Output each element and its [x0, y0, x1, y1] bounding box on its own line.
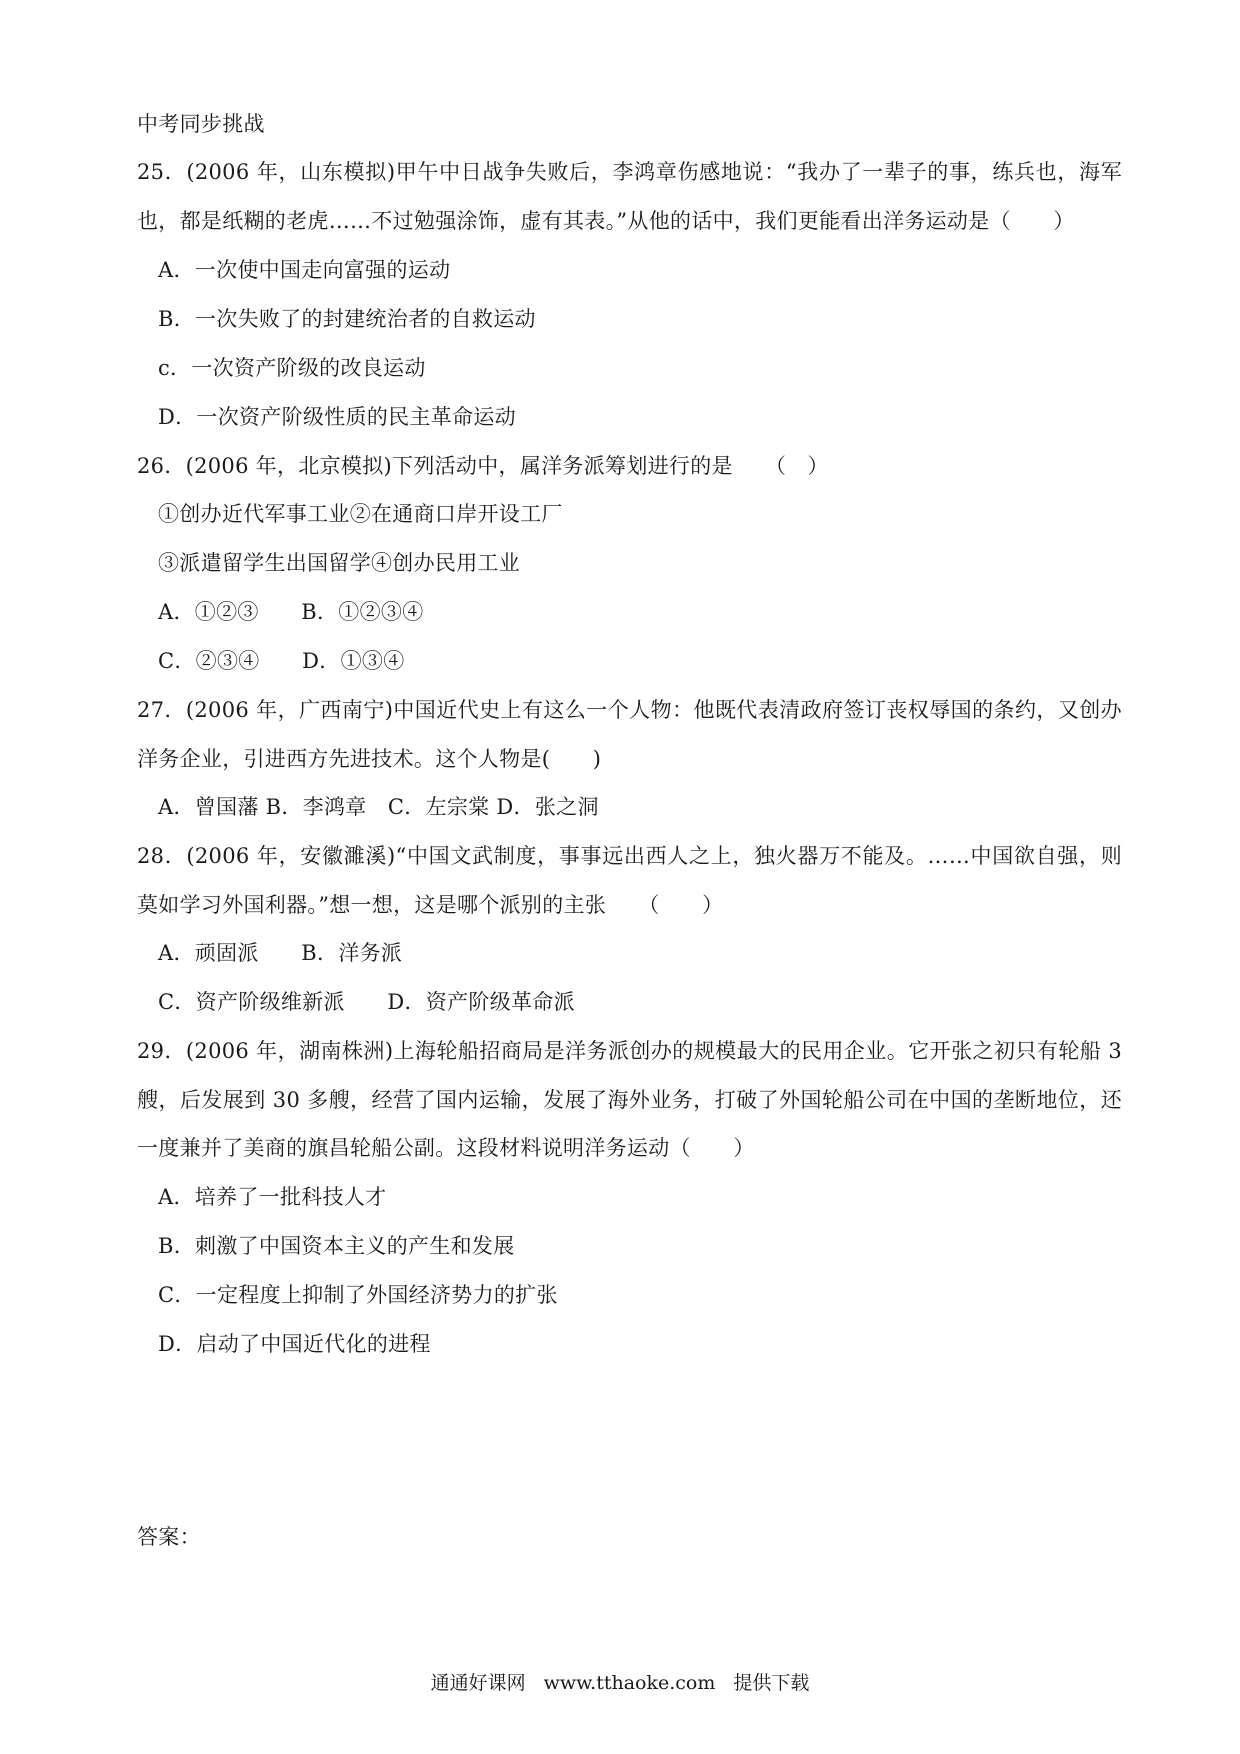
question-stem-line: 28．(2006 年，安徽濉溪)“中国文武制度，事事远出西人之上，独火器万不能及。……中国欲自强，则 [137, 844, 1122, 868]
option-line: A．①②③ B．①②③④ [158, 600, 424, 624]
option-line: C．资产阶级维新派 D．资产阶级革命派 [158, 990, 575, 1014]
statement-line: ①创办近代军事工业②在通商口岸开设工厂 [158, 502, 563, 526]
option-d: D．一次资产阶级性质的民主革命运动 [158, 405, 516, 429]
question-stem-line: 27．(2006 年，广西南宁)中国近代史上有这么一个人物：他既代表清政府签订丧权辱国的条约，又创办 [137, 698, 1122, 722]
option-a: A．培养了一批科技人才 [158, 1185, 387, 1209]
question-stem-line: 也，都是纸糊的老虎……不过勉强涂饰，虚有其表。”从他的话中，我们更能看出洋务运动是（ ） [137, 209, 1075, 233]
option-line: A．顽固派 B．洋务派 [158, 941, 403, 965]
question-stem-line: 艘，后发展到 30 多艘，经营了国内运输，发展了海外业务，打破了外国轮船公司在中国的垄断地位，还 [137, 1088, 1122, 1112]
question-stem-line: 洋务企业，引进西方先进技术。这个人物是( ) [137, 747, 602, 771]
footer-url[interactable]: www.tthaoke.com [543, 1672, 716, 1694]
page-footer [0, 1670, 1240, 1696]
footer-site-name: 通通好课网 [430, 1672, 526, 1694]
question-stem-line: 29．(2006 年，湖南株洲)上海轮船招商局是洋务派创办的规模最大的民用企业。它开张之初只有轮船 3 [137, 1039, 1122, 1063]
option-b: B．一次失败了的封建统治者的自救运动 [158, 307, 536, 331]
option-line: C．②③④ D．①③④ [158, 649, 405, 673]
option-b: B．刺激了中国资本主义的产生和发展 [158, 1234, 515, 1258]
answer-label: 答案： [137, 1525, 201, 1549]
option-line: A．曾国藩 B．李鸿章 C．左宗棠 D．张之洞 [158, 795, 599, 819]
question-stem-line: 26．(2006 年，北京模拟)下列活动中，属洋务派筹划进行的是 （ ） [137, 454, 829, 478]
footer-download-text: 提供下载 [733, 1672, 810, 1694]
option-d: D．启动了中国近代化的进程 [158, 1332, 431, 1356]
option-c: C．一定程度上抑制了外国经济势力的扩张 [158, 1283, 558, 1307]
option-c: c．一次资产阶级的改良运动 [158, 356, 426, 380]
question-stem-line: 莫如学习外国利器。”想一想，这是哪个派别的主张 （ ） [137, 893, 724, 917]
statement-line: ③派遣留学生出国留学④创办民用工业 [158, 551, 521, 575]
option-a: A．一次使中国走向富强的运动 [158, 258, 451, 282]
question-stem-line: 25．(2006 年，山东模拟)甲午中日战争失败后，李鸿章伤感地说：“我办了一辈子的事，练兵也，海军 [137, 160, 1122, 184]
question-stem-line: 一度兼并了美商的旗昌轮船公副。这段材料说明洋务运动（ ） [137, 1136, 755, 1160]
section-title: 中考同步挑战 [137, 112, 265, 136]
